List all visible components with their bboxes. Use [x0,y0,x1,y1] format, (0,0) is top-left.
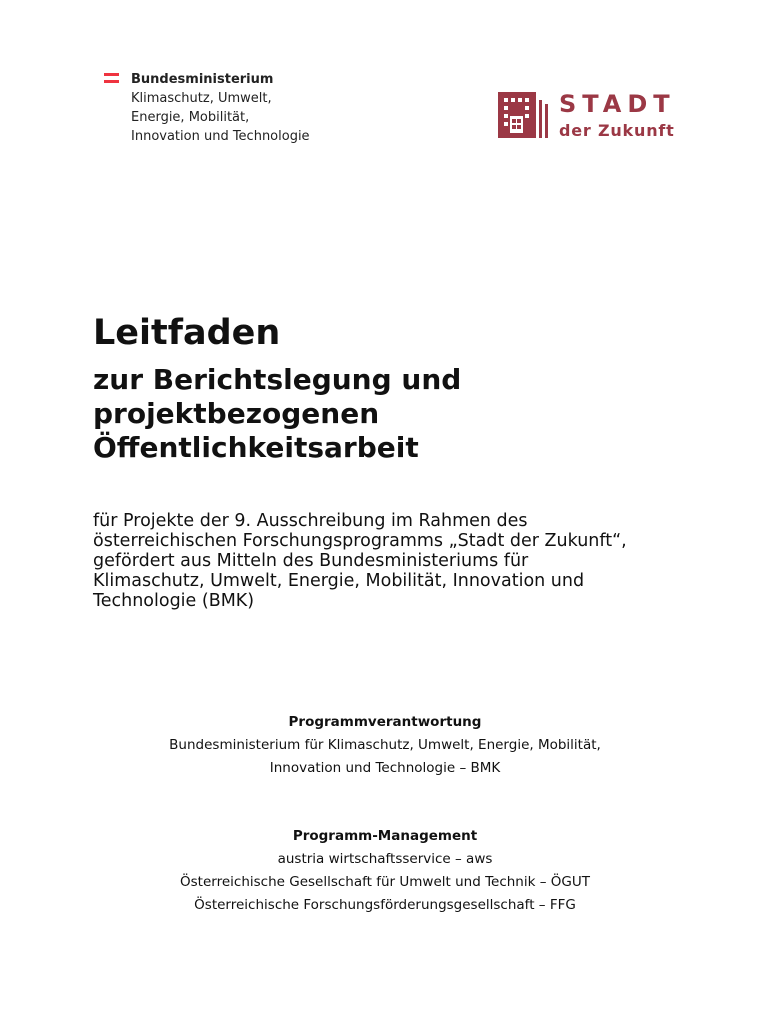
logo-subtitle: der Zukunft [559,121,675,140]
title-block [93,311,733,465]
section-heading: Programmverantwortung [288,714,482,730]
program-management-section [0,825,770,917]
building-icon [498,92,550,138]
document-subtitle [93,363,733,465]
ministry-line: Klimaschutz, Umwelt, [131,91,272,106]
austrian-flag-icon [104,73,119,83]
subtitle-line: projektbezogenen [93,397,380,430]
stadt-der-zukunft-logo [498,92,680,140]
ministry-line: Energie, Mobilität, [131,110,250,125]
ministry-title: Bundesministerium [131,72,274,87]
intro-line: Technologie (BMK) [93,591,255,611]
section-line: Bundesministerium für Klimaschutz, Umwelt, Energie, Mobilität, [169,737,601,753]
intro-paragraph [93,511,693,611]
program-responsibility-section [0,711,770,780]
section-heading: Programm-Management [292,828,478,844]
document-title: Leitfaden [93,313,281,353]
subtitle-line: Öffentlichkeitsarbeit [93,431,419,464]
section-line: austria wirtschaftsservice – aws [277,851,493,867]
section-line: Österreichische Gesellschaft für Umwelt und Technik – ÖGUT [180,874,590,890]
intro-line: gefördert aus Mitteln des Bundesministeriums für [93,551,529,571]
logo-word: STADT [559,90,676,118]
section-line: Österreichische Forschungsförderungsgesellschaft – FFG [194,897,576,913]
ministry-logo [104,70,310,146]
subtitle-line: zur Berichtslegung und [93,363,462,396]
intro-line: österreichischen Forschungsprogramms „Stadt der Zukunft“, [93,531,627,551]
intro-line: Klimaschutz, Umwelt, Energie, Mobilität, Innovation und [93,571,585,591]
ministry-name [131,70,310,146]
ministry-line: Innovation und Technologie [131,129,310,144]
intro-line: für Projekte der 9. Ausschreibung im Rahmen des [93,511,528,531]
section-line: Innovation und Technologie – BMK [269,760,501,776]
